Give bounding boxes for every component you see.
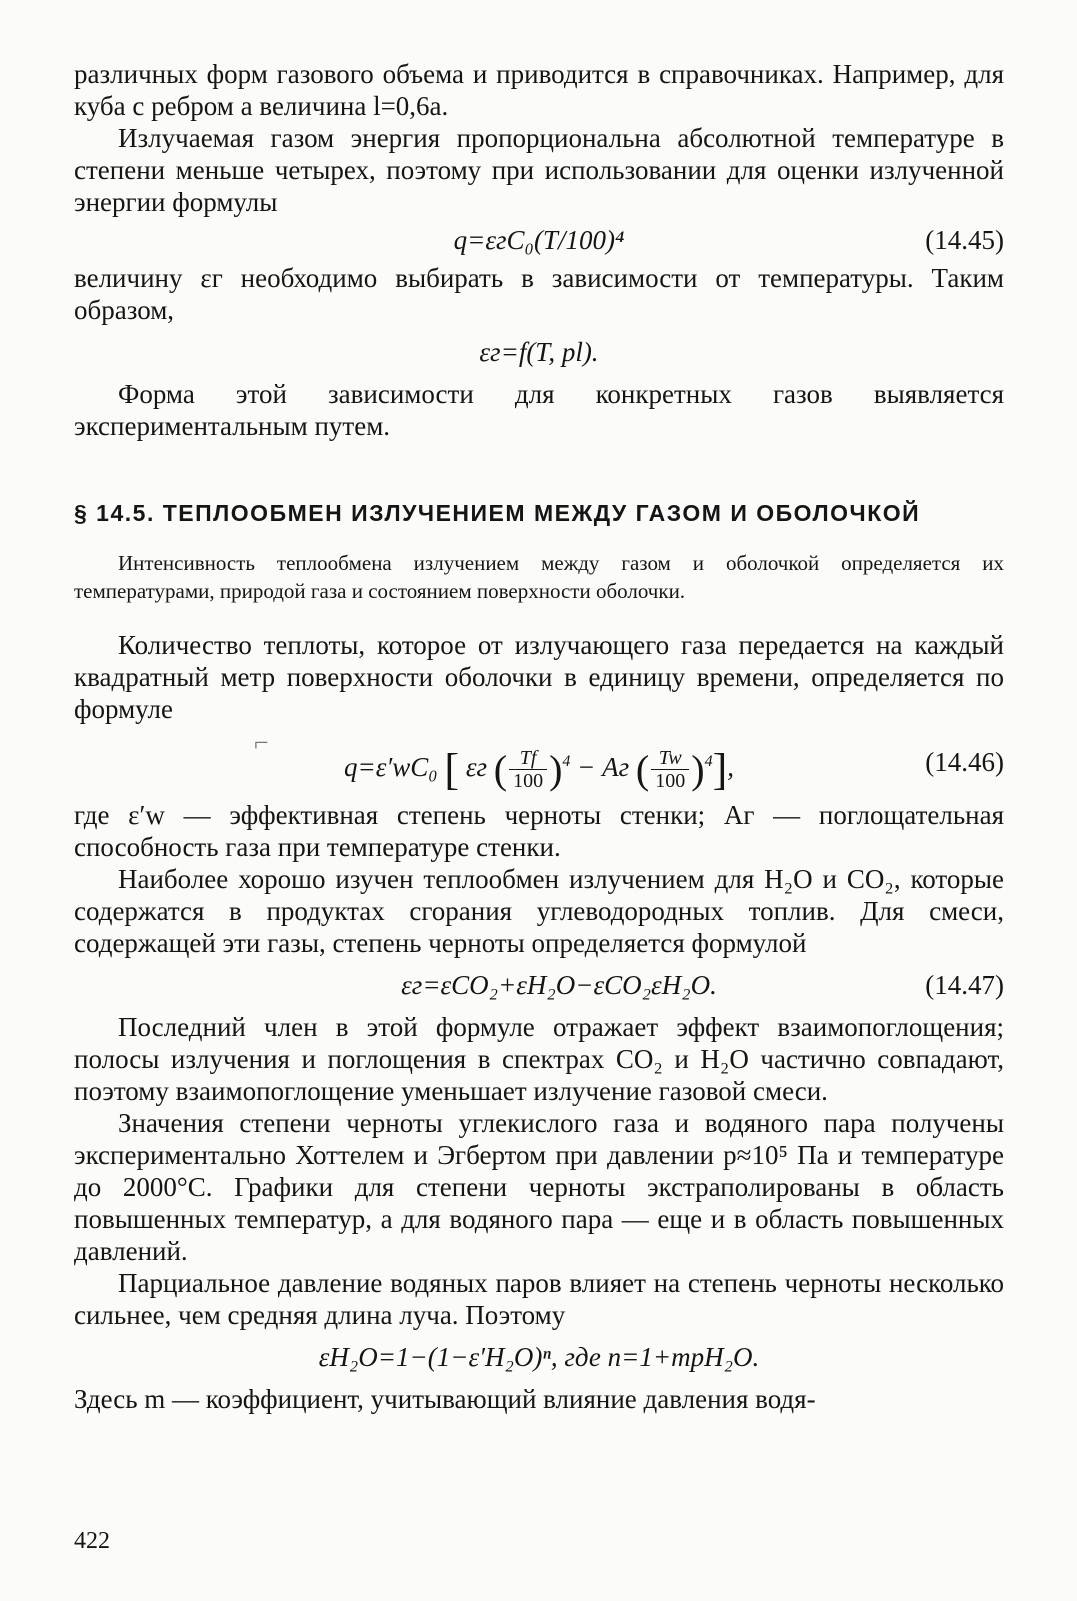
numerator: Tw xyxy=(651,747,689,770)
section-heading: § 14.5. ТЕПЛООБМЕН ИЗЛУЧЕНИЕМ МЕЖДУ ГАЗОМ И ОБОЛОЧКОЙ xyxy=(74,500,921,526)
denominator: 100 xyxy=(655,770,686,793)
paren-close: ) xyxy=(691,746,705,792)
equation-eps: εг xyxy=(465,752,488,782)
equation-number: (14.46) xyxy=(925,747,1004,777)
denominator: 100 xyxy=(513,770,544,793)
paragraph: различных форм газового объема и приводится в справочниках. Например, для куба с ребром a величина l=0,6a. xyxy=(74,59,1004,121)
equation-text: εг=εCO₂+εH₂O−εCO₂εH₂O. xyxy=(401,970,717,1000)
paragraph: Значения степени черноты углекислого газа и водяного пара получены экспериментально Хоттелем и Эгбертом при давлении p≈10⁵ Па и температуре до 2000°C. Графики для степени черноты экстраполированы в область повышенных температур, а для водяного пара — еще и в область повышенных давлений. xyxy=(74,1108,1004,1266)
section-lead: Интенсивность теплообмена излучением между газом и оболочкой определяется их температурами, природой газа и состоянием поверхности оболочки. xyxy=(74,551,1004,603)
paragraph: Здесь m — коэффициент, учитывающий влияние давления водя- xyxy=(74,1384,816,1414)
equation-minus: − Aг xyxy=(577,752,630,782)
equation-14-46 xyxy=(74,725,1004,799)
equation-lhs: q=ε′wC₀ xyxy=(344,752,438,782)
equation-text: εг=f(T, pl). xyxy=(479,337,599,367)
fraction xyxy=(651,747,689,792)
paragraph: где ε′w — эффективная степень черноты стенки; Aг — поглощательная способность газа при температуре стенки. xyxy=(74,800,1004,862)
equation-h2o xyxy=(74,1331,1004,1383)
equation-text: εH₂O=1−(1−ε′H₂O)ⁿ, где n=1+mpH₂O. xyxy=(318,1342,760,1372)
bracket-close: ] xyxy=(712,744,728,794)
paragraph: Излучаемая газом энергия пропорциональна абсолютной температуре в степени меньше четырех, поэтому при использовании для оценки излученной энергии формулы xyxy=(74,123,1004,217)
equation-14-45 xyxy=(74,218,1004,262)
paragraph: величину εг необходимо выбирать в зависимости от температуры. Таким образом, xyxy=(74,263,1004,325)
paren-open: ( xyxy=(493,746,508,792)
equation-text: q=εгC₀(T/100)⁴ xyxy=(453,225,625,255)
paren-close: ) xyxy=(549,746,563,792)
equation-body: q=ε′wC₀ [ εг ( $\frac{Tf}{100}$ )$^4$ − Aг ( $\frac{Tw}{100}$ )$^4$], xyxy=(344,744,734,794)
equation-number: (14.47) xyxy=(925,970,1004,1000)
paragraph: Форма этой зависимости для конкретных газов выявляется экспериментальным путем. xyxy=(74,379,1004,441)
equation-eps-function xyxy=(74,326,1004,378)
paren-open: ( xyxy=(635,746,650,792)
equation-14-47 xyxy=(74,959,1004,1011)
bracket-open: [ xyxy=(444,744,460,794)
paragraph: Наиболее хорошо изучен теплообмен излучением для H₂O и CO₂, которые содержатся в продуктах сгорания углеводородных топлив. Для смеси, содержащей эти газы, степень черноты определяется формулой xyxy=(74,864,1004,958)
margin-mark: ⌐ xyxy=(254,728,269,757)
page-body xyxy=(74,58,1004,1415)
numerator: Tf xyxy=(509,747,547,770)
fraction xyxy=(509,747,547,792)
page-number: 422 xyxy=(74,1528,110,1554)
paragraph: Последний член в этой формуле отражает эффект взаимопоглощения; полосы излучения и поглощения в спектрах CO₂ и H₂O частично совпадают, поэтому взаимопоглощение уменьшает излучение газовой смеси. xyxy=(74,1012,1004,1106)
paragraph: Парциальное давление водяных паров влияет на степень черноты несколько сильнее, чем средняя длина луча. Поэтому xyxy=(74,1268,1004,1330)
paragraph: Количество теплоты, которое от излучающего газа передается на каждый квадратный метр поверхности оболочки в единицу времени, определяется по формуле xyxy=(74,630,1004,724)
equation-number: (14.45) xyxy=(925,225,1004,255)
